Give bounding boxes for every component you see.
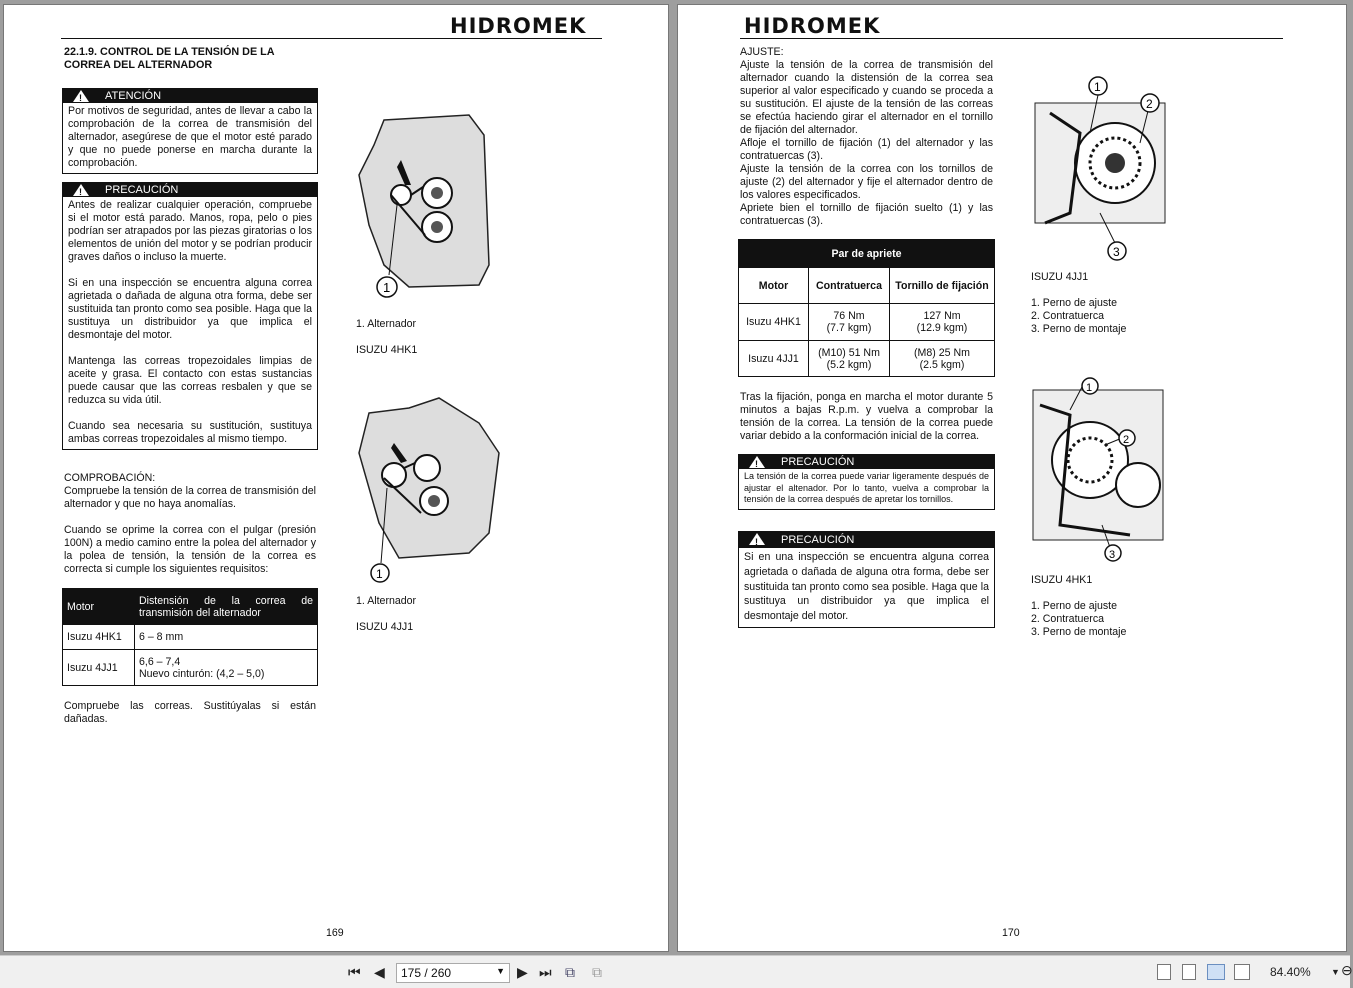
header-rule (61, 38, 602, 39)
caution-box: ! PRECAUCIÓN Antes de realizar cualquier operación, compruebe si el motor está parado. Manos, ropa, pelo o pies podrían ser atrapados por las piezas giratorias o los elementos de unión del motor y se podrían producir graves daños o incluso la muerte. Si en una inspección se encuentra alguna correa agrietada o dañada de alguna otra forma, debe ser sustituida tan pronto como sea posible. Haga que la sustituya un distribuidor ya que implica el desmontaje del motor. Mantenga las correas tropezoidales limpias de aceite y grasa. El contacto con estas sustancias puede causar que las correas resbalen y que se reduzca su vida útil. Cuando sea necesaria su sustitución, sustituya ambas correas tropezoidales al mismo tiempo. (62, 182, 318, 450)
facing-view-button[interactable] (1207, 964, 1225, 980)
callout-1: 1 (376, 567, 383, 581)
table-row: Isuzu 4JJ1 6,6 – 7,4 Nuevo cinturón: (4,2 – 5,0) (63, 650, 318, 686)
chevron-down-icon[interactable]: ▼ (496, 966, 505, 976)
caution-box-2: ! PRECAUCIÓN Si en una inspección se encuentra alguna correa agrietada o dañada de alguna otra forma, debe ser sustituida tan pronto como sea posible. Haga que la sustituya un distribuidor ya que implica el desmontaje del motor. (738, 531, 995, 628)
callout-1: 1 (1086, 382, 1093, 394)
first-page-button[interactable]: ⏮ (348, 964, 361, 980)
after-fix-text: Tras la fijación, ponga en marcha el motor durante 5 minutos a bajas R.p.m. y vuelva a comprobar la tensión de la correa. La tensión de la correa puede variar debido a la conformación inicial de la correa. (740, 391, 993, 442)
callout-2: 2 (1146, 97, 1153, 111)
alternator-4jj1-figure (1030, 73, 1175, 263)
fig1-legend: 1. Perno de ajuste 2. Contratuerca 3. Perno de montaje (1031, 297, 1127, 335)
fig1-model: ISUZU 4JJ1 (1031, 271, 1089, 283)
previous-page-button[interactable]: ◀ (374, 964, 385, 980)
next-view-icon[interactable]: ⧉ (592, 964, 602, 980)
warning-icon (749, 533, 765, 545)
single-page-view-button[interactable] (1157, 964, 1171, 980)
page-number: 169 (326, 927, 344, 939)
table-row: Isuzu 4HK1 6 – 8 mm (63, 625, 318, 650)
final-note: Compruebe las correas. Sustitúyalas si están dañadas. (64, 700, 316, 725)
left-page (3, 4, 669, 952)
pdf-toolbar (0, 955, 1353, 988)
attention-box: ! ATENCIÓN Por motivos de seguridad, antes de llevar a cabo la comprobación de la correa de transmisión del alternador, asegúrese de que el motor esté parado y que no puede ponerse en marcha durante la comprobación. (62, 88, 318, 174)
zoom-dropdown-icon[interactable]: ▼ (1331, 967, 1340, 977)
callout-3: 3 (1109, 549, 1116, 561)
page-number-input[interactable]: 175 / 260 ▼ (396, 963, 510, 983)
engine-4hk1-figure (349, 105, 509, 300)
fig1-model: ISUZU 4HK1 (356, 344, 418, 356)
header-rule (740, 38, 1283, 39)
fig2-legend: 1. Perno de ajuste 2. Contratuerca 3. Perno de montaje (1031, 600, 1127, 638)
alternator-4hk1-figure (1030, 375, 1170, 567)
callout-1: 1 (1094, 80, 1101, 94)
continuous-facing-view-button[interactable] (1234, 964, 1250, 980)
fig2-model: ISUZU 4JJ1 (356, 621, 414, 633)
belt-deflection-table: Motor Distensión de la correa de transmisión del alternador Isuzu 4HK1 6 – 8 mm Isuzu 4JJ1 6,6 – 7,4 Nuevo cinturón: (4,2 – 5,0) (62, 588, 318, 686)
check-section: COMPROBACIÓN: Compruebe la tensión de la correa de transmisión del alternador y que no haya anomalías. Cuando se oprime la correa con el pulgar (presión 100N) a medio camino entre la polea del alternador y la polea de tensión, la tensión de la correa es correcta si cumple los siguientes requisitos: (64, 472, 316, 575)
fig2-caption: 1. Alternador (356, 595, 417, 607)
right-page (677, 4, 1347, 952)
next-page-button[interactable]: ▶ (517, 964, 528, 980)
warning-icon (73, 184, 89, 196)
callout-1: 1 (383, 280, 391, 295)
fig1-caption: 1. Alternador (356, 318, 417, 330)
zoom-out-icon[interactable]: ⊖ (1341, 962, 1353, 978)
engine-4jj1-figure (349, 393, 509, 588)
page-number: 170 (1002, 927, 1020, 939)
hidromek-logo: HIDROMEK (744, 14, 881, 38)
last-page-button[interactable]: ⏭ (539, 964, 552, 980)
section-heading: 22.1.9. CONTROL DE LA TENSIÓN DE LA CORREA DEL ALTERNADOR (64, 46, 275, 71)
hidromek-logo: HIDROMEK (450, 14, 587, 38)
callout-2: 2 (1123, 434, 1130, 446)
zoom-level[interactable]: 84.40% (1270, 965, 1311, 979)
torque-table: Par de apriete Motor Contratuerca Tornillo de fijación Isuzu 4HK1 76 Nm (7.7 kgm) 127 Nm (12.9 kgm) Isuzu 4JJ1 (M10) 51 Nm (5.2 kgm) (M8) 25 Nm (2.5 kgm) (738, 239, 995, 377)
adjust-section: AJUSTE: Ajuste la tensión de la correa de transmisión del alternador cuando la distensión de la correa sea superior al valor especificado y cuando se proceda a su sustitución. El ajuste de la tensión de las correas se efectúa haciendo girar el alternador en el tornillo de fijación del alternador. Afloje el tornillo de fijación (1) del alternador y las contratuercas (3). Ajuste la tensión de la correa con los tornillos de ajuste (2) del alternador y fije el alternador dentro de los valores especificados. Apriete bien el tornillo de fijación suelto (1) y las contratuercas (3). (740, 46, 993, 227)
fig2-model: ISUZU 4HK1 (1031, 574, 1093, 586)
warning-icon (73, 90, 89, 102)
callout-3: 3 (1113, 245, 1120, 259)
warning-icon (749, 456, 765, 468)
table-row: Isuzu 4HK1 76 Nm (7.7 kgm) 127 Nm (12.9 kgm) (739, 304, 995, 341)
table-row: Isuzu 4JJ1 (M10) 51 Nm (5.2 kgm) (M8) 25 Nm (2.5 kgm) (739, 341, 995, 377)
caution-box-1: ! PRECAUCIÓN La tensión de la correa puede variar ligeramente después de ajustar el altenador. Por lo tanto, vuelva a comprobar la tensión de la correa después de apretar los tornillos. (738, 454, 995, 510)
continuous-view-button[interactable] (1182, 964, 1196, 980)
previous-view-icon[interactable]: ⧉ (565, 964, 575, 980)
